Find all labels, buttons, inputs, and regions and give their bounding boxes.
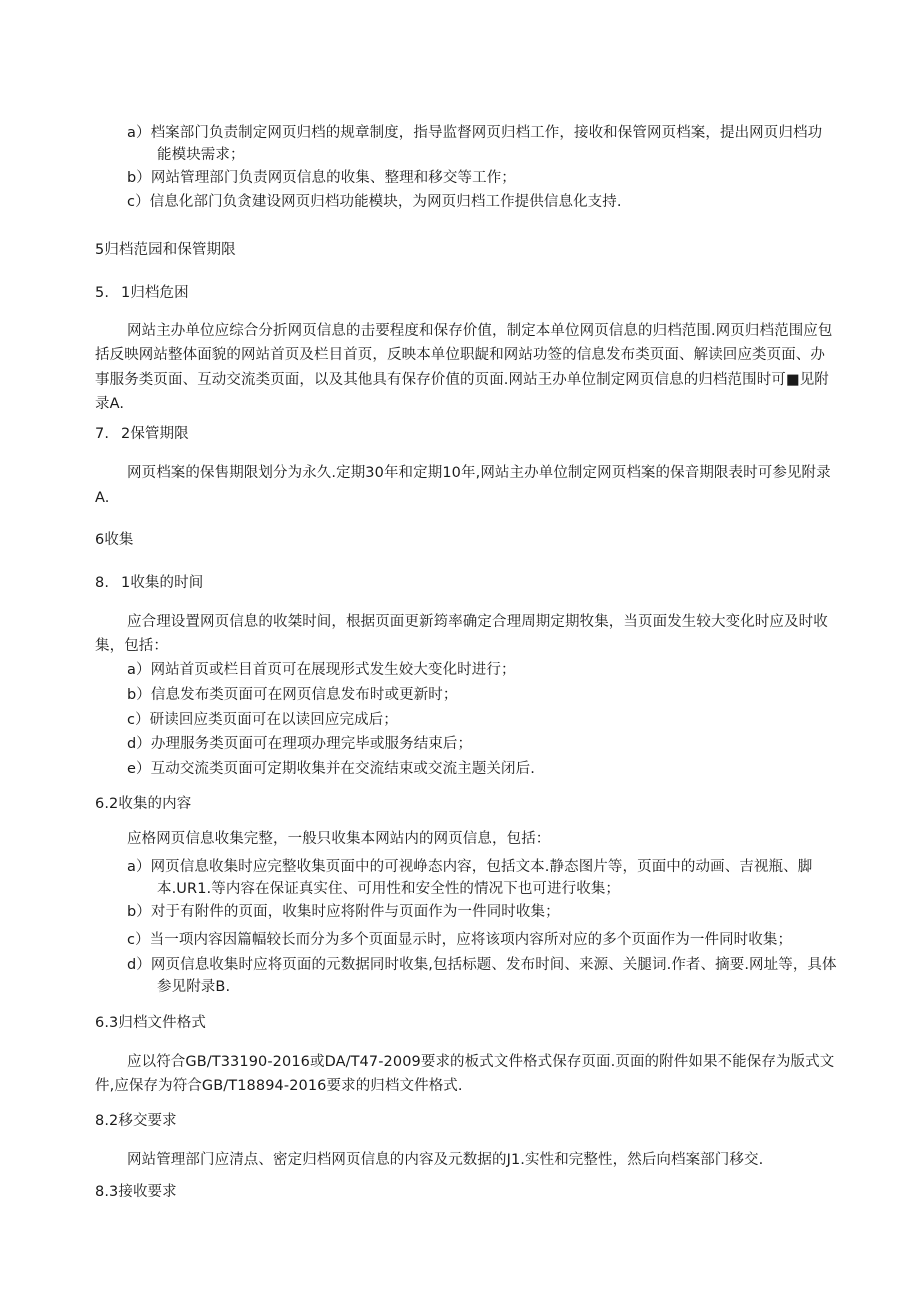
paragraph-line: 括反映网站整体面貌的网站首页及栏目首页，反映本单位职龊和网站功签的信息发布类页面、解读回应类页面、办	[95, 347, 825, 363]
subsection-number: 8.	[95, 575, 110, 591]
paragraph-line: 集，包括：	[95, 638, 168, 654]
list-item-a-continuation: 能模块需求；	[157, 147, 245, 163]
subsection-heading-8-2: 8.2移交要求	[95, 1113, 177, 1129]
list-item-b: b）网站管理部门负责网页信息的收集、整理和移交等工作；	[127, 170, 516, 186]
subsection-number: 7.	[95, 426, 110, 442]
list-item: e）互动交流类页面可定期收集并在交流结束或交流主题关闭后.	[127, 761, 535, 777]
paragraph-line: 件,应保存为符合GB/T18894-2016要求的归档文件格式.	[95, 1078, 463, 1094]
paragraph-line: 应以符合GB/T33190-2016或DA/T47-2009要求的板式文件格式保存页面.页面的附件如果不能保存为版式文	[127, 1054, 835, 1070]
subsection-heading-8-3: 8.3接收要求	[95, 1184, 177, 1200]
subsection-title: 2保管期限	[121, 426, 189, 442]
paragraph-line: 网站主办单位应综合分折网页信息的击要程度和保存价值，制定本单位网页信息的归档范围.网页归档范围应包	[127, 323, 833, 339]
list-item: d）网页信息收集时应将页面的元数据同时收集,包括标题、发布时间、来源、关腿词.作者、摘要.网址等，具体	[127, 957, 837, 973]
subsection-title: 1收集的时间	[121, 575, 204, 591]
list-item: c）研读回应类页面可在以读回应完成后；	[127, 712, 398, 728]
list-item-continuation: 参见附录B.	[157, 979, 231, 995]
paragraph-line: 事服务类页面、互动交流类页面，以及其他具有保存价值的页面.网站王办单位制定网页信息的归档范围时可■见附	[95, 372, 829, 388]
list-item-a: a）档案部门负责制定网页归档的规章制度，指导监督网页归档工作，接收和保管网页档案，提出网页归档功	[127, 125, 823, 141]
subsection-heading-6-1	[95, 573, 203, 593]
list-item: a）网页信息收集时应完整收集页面中的可视峥态内容，包括文本.静态图片等，页面中的动画、吉视瓶、脚	[127, 859, 813, 875]
paragraph-line: A.	[95, 490, 110, 506]
section-heading-5: 5归档范园和保管期限	[95, 242, 236, 258]
section-heading-6: 6收集	[95, 532, 134, 548]
list-item-c: c）信息化部门负贪建设网页归档功能模块，为网页归档工作提供信息化支持.	[127, 194, 622, 210]
list-item: d）办理服务类页面可在理项办理完毕或服务结束后；	[127, 736, 473, 752]
list-item: b）对于有附件的页面，收集时应将附件与页面作为一件同时收集；	[127, 904, 560, 920]
list-item: a）网站首页或栏目首页可在展现形式发生姣大变化时进行；	[127, 662, 516, 678]
list-item: c）当一项内容因篇幅较长而分为多个页面显示时，应将该项内容所对应的多个页面作为一件同时收集；	[127, 932, 793, 948]
subsection-title: 1归档危困	[121, 285, 189, 301]
subsection-heading-5-2	[95, 424, 189, 444]
paragraph-line: 网站管理部门应清点、密定归档网页信息的内容及元数据的J1.实性和完整性，然后向档案部门移交.	[127, 1152, 764, 1168]
paragraph-line: 录A.	[95, 396, 125, 412]
subsection-heading-6-3: 6.3归档文件格式	[95, 1015, 206, 1031]
subsection-number: 5.	[95, 285, 110, 301]
list-item-continuation: 本.UR1.等内容在保证真实住、可用性和安全性的情况下也可进行收集；	[157, 881, 621, 897]
subsection-heading-6-2: 6.2收集的内容	[95, 796, 192, 812]
subsection-heading-5-1	[95, 283, 189, 303]
paragraph-line: 应合理设置网页信息的收桀时间，根据页面更新筠率确定合理周期定期牧集，当页面发生较大变化时应及时收	[127, 614, 828, 630]
paragraph-line: 网页档案的保售期限划分为永久.定期30年和定期10年,网站主办单位制定网页档案的保音期限表时可参见附录	[127, 465, 831, 481]
list-item: b）信息发布类页面可在网页信息发布时或更新时；	[127, 687, 458, 703]
paragraph-line: 应格网页信息收集完整，一般只收集本网站内的网页信息，包括：	[127, 831, 551, 847]
